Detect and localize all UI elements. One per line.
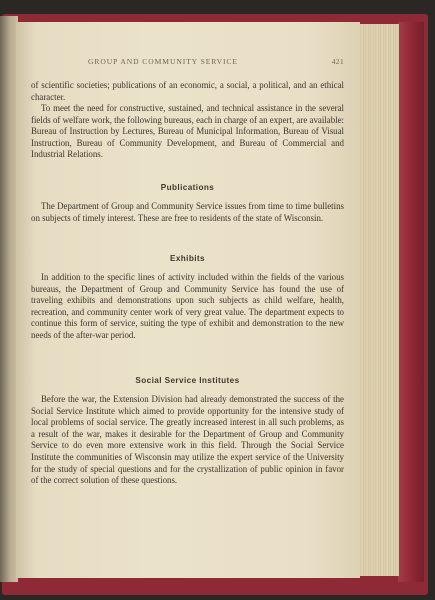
page-edges: [358, 24, 399, 576]
section-heading-exhibits: Exhibits: [169, 254, 206, 263]
page-number: 421: [331, 57, 344, 66]
section-heading-institutes: Social Service Institutes: [135, 376, 240, 385]
book-spine: [398, 22, 424, 582]
section-heading-publications: Publications: [160, 183, 215, 192]
paragraph-continuation: of scientific societies; publications of an economic, a social, a political, and an ethical character.: [31, 80, 344, 102]
paragraph-exhibits: In addition to the specific lines of activity included within the fields of the various bureaus, the Department of Group and Community Service has found the use of traveling exhibits and demonstrations upon such subjects as child welfare, health, recreation, and community center work of very great value. The department expects to continue this form of service, suiting the type of exhibit and demonstration to the new needs of the after-war period.: [31, 272, 344, 340]
running-head: GROUP AND COMMUNITY SERVICE: [88, 57, 238, 66]
paragraph-publications: The Department of Group and Community Service issues from time to time bulletins on subjects of timely interest. These are free to residents of the state of Wisconsin.: [31, 201, 344, 223]
page-header: [30, 57, 344, 71]
paragraph-bureaus: To meet the need for constructive, sustained, and technical assistance in the several fields of welfare work, the following bureaus, each in charge of an expert, are available: Bureau of Instruction by Lectures, Bureau of Municipal Information, Bureau of Visual Instruction, Bureau of Community Development, and Bureau of Commercial and Industrial Relations.: [31, 103, 344, 160]
paragraph-institutes: Before the war, the Extension Division had already demonstrated the success of the Social Service Institute which aimed to provide opportunity for the intensive study of local problems of social service. The greatly increased interest in all such problems, as a result of the war, makes it desirable for the Department of Group and Community Service to do even more extensive work in this field. Through the Social Service Institute the communities of Wisconsin may utilize the expert service of the University for the study of special questions and for the crystallization of public opinion in favor of the correct solution of these questions.: [31, 394, 344, 486]
